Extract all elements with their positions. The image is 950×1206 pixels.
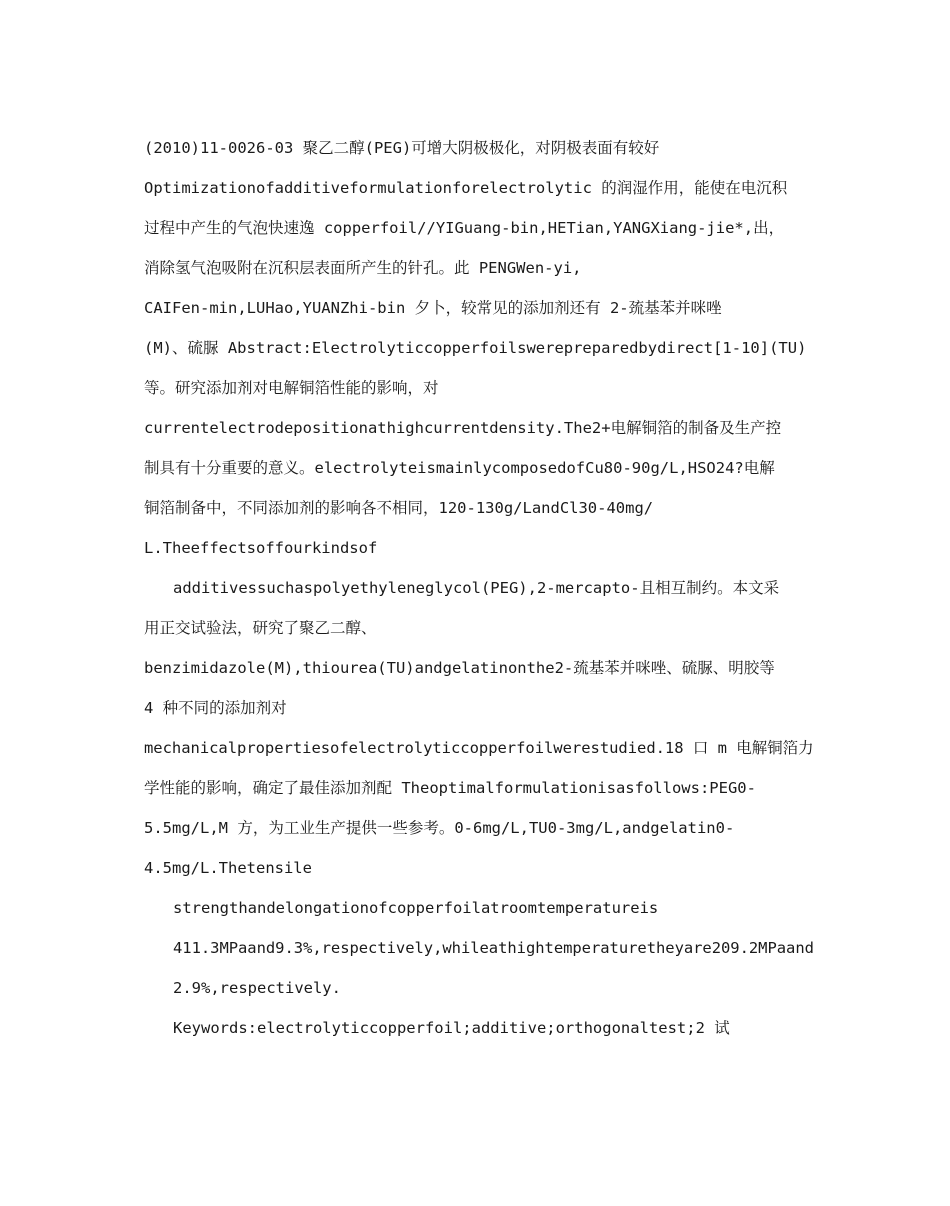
text-line: 等。研究添加剂对电解铜箔性能的影响，对	[144, 379, 439, 397]
text-line: 5.5mg/L,M 方，为工业生产提供一些参考。0-6mg/L,TU0-3mg/L,andgelatin0-	[144, 819, 735, 837]
text-line: 2.9%,respectively.	[173, 979, 341, 997]
text-line: L.Theeffectsoffourkindsof	[144, 539, 378, 557]
text-line: 消除氢气泡吸附在沉积层表面所产生的针孔。此 PENGWen-yi,	[144, 259, 582, 277]
text-line: Keywords:electrolyticcopperfoil;additive;orthogonaltest;2 试	[173, 1019, 730, 1037]
text-line: 4 种不同的添加剂对	[144, 699, 287, 717]
text-line: 用正交试验法，研究了聚乙二醇、	[144, 619, 377, 637]
text-line: 学性能的影响，确定了最佳添加剂配 Theoptimalformulationisasfollows:PEG0-	[144, 779, 756, 797]
text-line: Optimizationofadditiveformulationforelectrolytic 的润湿作用，能使在电沉积	[144, 179, 788, 197]
text-line: (2010)11-0026-03 聚乙二醇(PEG)可增大阴极极化，对阴极表面有较好	[144, 139, 660, 157]
text-line: (M)、硫脲 Abstract:Electrolyticcopperfoilswerepreparedbydirect[1-10](TU)	[144, 339, 807, 357]
text-line: mechanicalpropertiesofelectrolyticcopperfoilwerestudied.18 口 m 电解铜箔力	[144, 739, 814, 757]
text-line: 411.3MPaand9.3%,respectively,whileathightemperaturetheyare209.2MPaand	[173, 939, 814, 957]
text-line: additivessuchaspolyethyleneglycol(PEG),2-mercapto-且相互制约。本文采	[173, 579, 780, 597]
text-line: benzimidazole(M),thiourea(TU)andgelatinonthe2-巯基苯并咪唑、硫脲、明胶等	[144, 659, 775, 677]
text-line: 铜箔制备中，不同添加剂的影响各不相同，120-130g/LandCl30-40mg/	[144, 499, 654, 517]
text-line: CAIFen-min,LUHao,YUANZhi-bin 夕卜，较常见的添加剂还有 2-巯基苯并咪唑	[144, 299, 722, 317]
text-line: currentelectrodepositionathighcurrentdensity.The2+电解铜箔的制备及生产控	[144, 419, 782, 437]
text-line: 过程中产生的气泡快速逸 copperfoil//YIGuang-bin,HETian,YANGXiang-jie*,出，	[144, 219, 785, 237]
text-line: 制具有十分重要的意义。electrolyteismainlycomposedofCu80-90g/L,HSO24?电解	[144, 459, 775, 477]
document-body	[144, 128, 814, 1048]
text-line: strengthandelongationofcopperfoilatroomtemperatureis	[173, 899, 659, 917]
text-line: 4.5mg/L.Thetensile	[144, 859, 312, 877]
